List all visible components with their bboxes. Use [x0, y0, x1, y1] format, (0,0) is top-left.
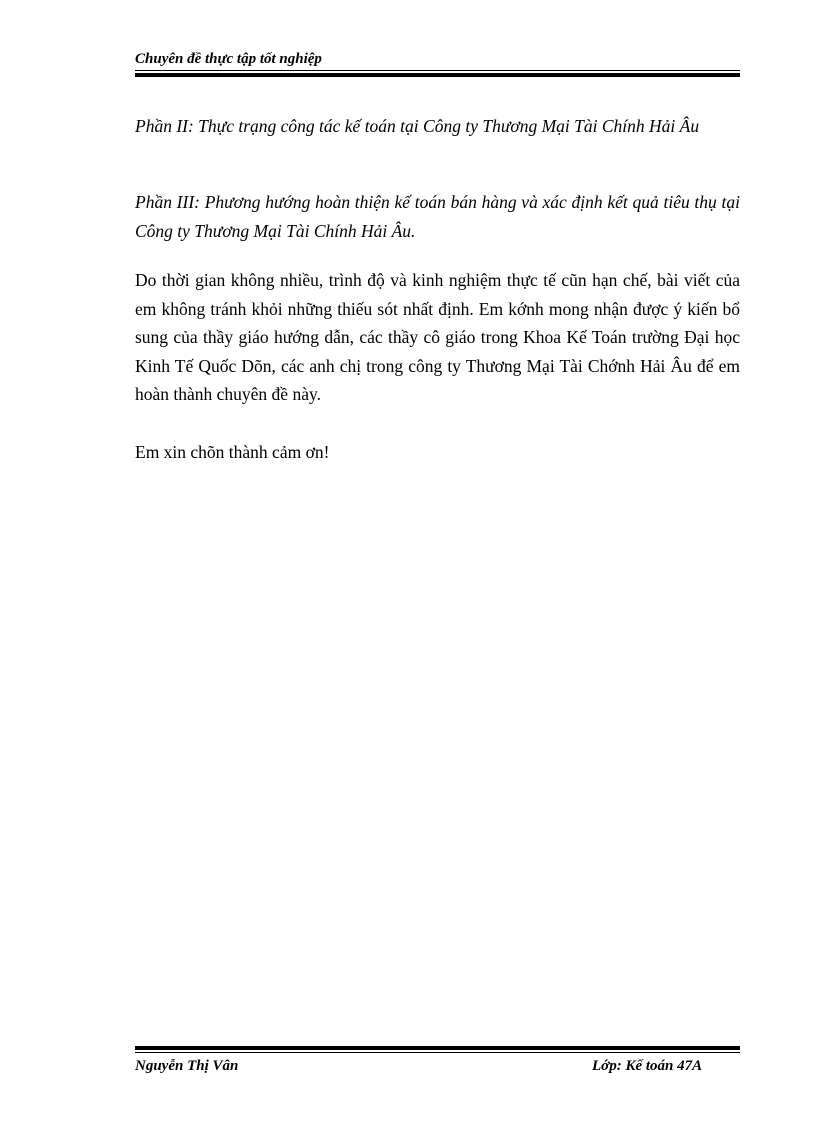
footer-rule-thick: [135, 1046, 740, 1050]
header-rule-thin: [135, 70, 740, 71]
footer-class: Lớp: Kế toán 47A: [592, 1058, 703, 1074]
footer-author: Nguyễn Thị Vân: [135, 1058, 239, 1074]
part-two-heading: Phần II: Thực trạng công tác kế toán tại Công ty Thương Mại Tài Chính Hải Âu: [135, 116, 700, 136]
footer-rule-thin: [135, 1052, 740, 1053]
part-three-heading: Phần III: Phương hướng hoàn thiện kế toán bán hàng và xác định kết quả tiêu thụ tại Công ty Thương Mại Tài Chính Hải Âu.: [135, 192, 740, 241]
closing-line: Em xin chõn thành cảm ơn!: [135, 442, 330, 462]
main-paragraph: Do thời gian không nhiều, trình độ và kinh nghiệm thực tế cũn hạn chế, bài viết của em không tránh khỏi những thiếu sót nhất định. Em kớnh mong nhận được ý kiến bổ sung của thầy giáo hướng dẫn, các thầy cô giáo trong Khoa Kế Toán trường Đại học Kinh Tế Quốc Dõn, các anh chị trong công ty Thương Mại Tài Chớnh Hải Âu để em hoàn thành chuyên đề này.: [135, 270, 740, 404]
header-title: Chuyên đề thực tập tốt nghiệp: [135, 51, 322, 67]
header-rule-thick: [135, 73, 740, 77]
